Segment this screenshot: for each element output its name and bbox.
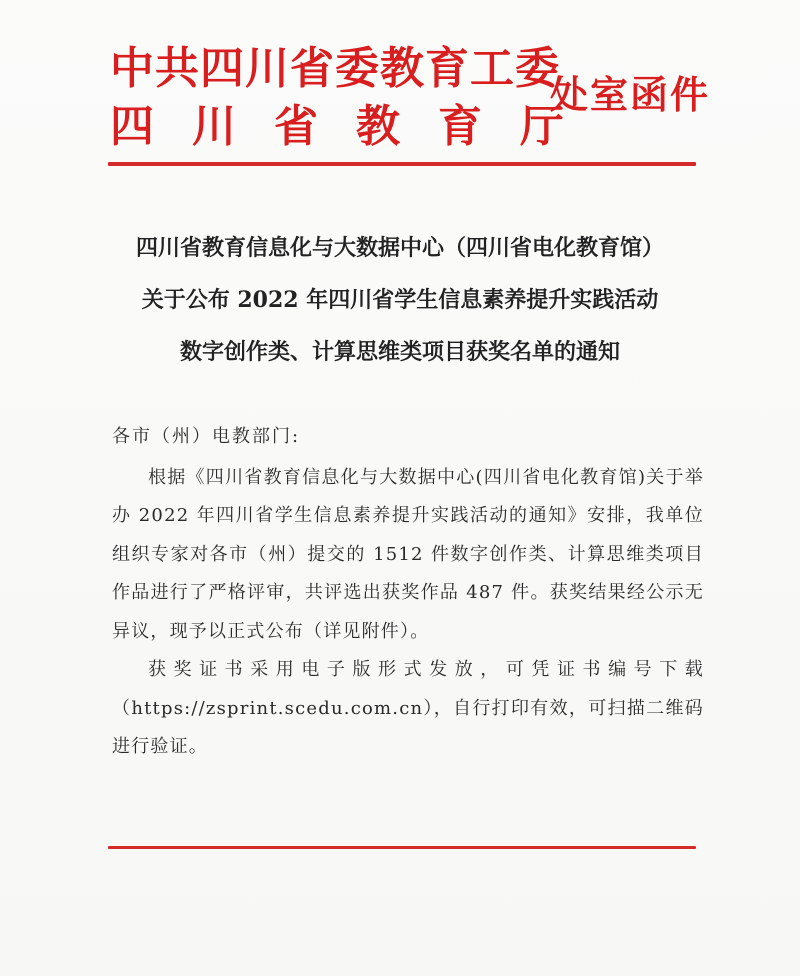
title-line-2: 关于公布 2022 年四川省学生信息素养提升实践活动: [141, 287, 659, 313]
paragraph-1: 根据《四川省教育信息化与大数据中心(四川省电化教育馆)关于举办 2022 年四川省学生信息素养提升实践活动的通知》安排，我单位组织专家对各市（州）提交的 1512 件数字创作类、计算思维类项目作品进行了严格评审，共评选出获奖作品 487 件。获奖结果经公示无异议，现予以正式公布（详见附件）。: [112, 466, 704, 642]
letterhead-line-2: 四川省教育厅: [110, 101, 602, 152]
title-line-3: 数字创作类、计算思维类项目获奖名单的通知: [179, 339, 620, 365]
letterhead: [110, 28, 711, 152]
paragraph-2: 获奖证书采用电子版形式发放，可凭证书编号下载（https://zsprint.scedu.com.cn），自行打印有效，可扫描二维码进行验证。: [112, 659, 704, 757]
salutation: 各市（州）电教部门:: [112, 426, 301, 447]
document-title: [80, 222, 720, 378]
red-divider-bottom: [108, 846, 696, 849]
document-body: [112, 418, 704, 767]
title-line-1: 四川省教育信息化与大数据中心（四川省电化教育馆）: [135, 235, 664, 261]
red-divider-top: [108, 162, 696, 166]
letterhead-line-1: 中共四川省委教育工委: [110, 43, 560, 94]
letterhead-suffix: 处室函件: [550, 73, 711, 117]
